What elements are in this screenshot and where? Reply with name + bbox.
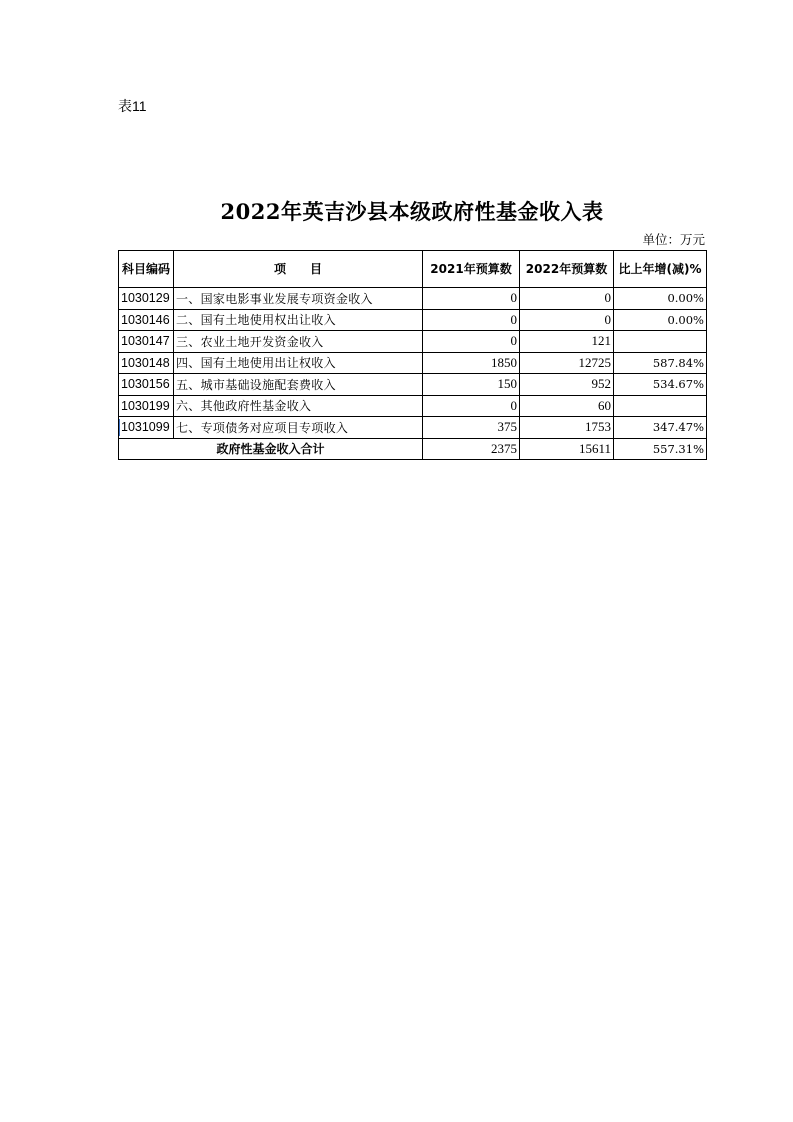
table-number-label: 表11 xyxy=(118,98,147,114)
table-row xyxy=(119,417,707,439)
total-budget-2022: 15611 xyxy=(520,438,614,460)
row-budget-2022: 1753 xyxy=(520,417,614,439)
header-code: 科目编码 xyxy=(119,251,174,288)
fund-revenue-table xyxy=(118,250,707,460)
row-change: 0.00% xyxy=(614,288,707,310)
row-budget-2022: 60 xyxy=(520,395,614,417)
row-item: 三、农业土地开发资金收入 xyxy=(174,331,423,353)
row-budget-2021: 0 xyxy=(423,288,520,310)
row-budget-2022: 12725 xyxy=(520,352,614,374)
row-budget-2022: 121 xyxy=(520,331,614,353)
row-code: 1030156 xyxy=(119,374,174,396)
row-budget-2022: 952 xyxy=(520,374,614,396)
table-row xyxy=(119,309,707,331)
row-budget-2021: 0 xyxy=(423,395,520,417)
unit-label: 单位：万元 xyxy=(642,232,705,247)
total-change: 557.31% xyxy=(614,438,707,460)
row-budget-2021: 150 xyxy=(423,374,520,396)
table-row xyxy=(119,395,707,417)
header-change: 比上年增(减)% xyxy=(614,251,707,288)
document-title: 2022年英吉沙县本级政府性基金收入表 xyxy=(220,199,604,224)
table-row xyxy=(119,374,707,396)
total-label: 政府性基金收入合计 xyxy=(119,438,423,460)
row-change: 347.47% xyxy=(614,417,707,439)
row-budget-2021: 1850 xyxy=(423,352,520,374)
header-budget-2022: 2022年预算数 xyxy=(520,251,614,288)
row-code-value: 1031099 xyxy=(121,420,170,435)
total-budget-2021: 2375 xyxy=(423,438,520,460)
row-item: 四、国有土地使用出让权收入 xyxy=(174,352,423,374)
row-change: 587.84% xyxy=(614,352,707,374)
row-code: 1030199 xyxy=(119,395,174,417)
row-change: 534.67% xyxy=(614,374,707,396)
row-code: 1030148 xyxy=(119,352,174,374)
row-change: 0.00% xyxy=(614,309,707,331)
table-row xyxy=(119,288,707,310)
row-code: 1030147 xyxy=(119,331,174,353)
table-row xyxy=(119,331,707,353)
row-budget-2022: 0 xyxy=(520,309,614,331)
text-cursor xyxy=(119,419,120,436)
row-item: 七、专项债务对应项目专项收入 xyxy=(174,417,423,439)
row-budget-2021: 0 xyxy=(423,331,520,353)
row-budget-2021: 0 xyxy=(423,309,520,331)
header-item: 项 目 xyxy=(174,251,423,288)
row-item: 一、国家电影事业发展专项资金收入 xyxy=(174,288,423,310)
row-change xyxy=(614,395,707,417)
row-item: 六、其他政府性基金收入 xyxy=(174,395,423,417)
row-change xyxy=(614,331,707,353)
table-row xyxy=(119,352,707,374)
row-item: 二、国有土地使用权出让收入 xyxy=(174,309,423,331)
row-item: 五、城市基础设施配套费收入 xyxy=(174,374,423,396)
total-row xyxy=(119,438,707,460)
table-header-row xyxy=(119,251,707,288)
row-budget-2021: 375 xyxy=(423,417,520,439)
row-budget-2022: 0 xyxy=(520,288,614,310)
row-code: 1030146 xyxy=(119,309,174,331)
row-code: 1030129 xyxy=(119,288,174,310)
row-code-selected[interactable] xyxy=(119,417,174,439)
header-budget-2021: 2021年预算数 xyxy=(423,251,520,288)
